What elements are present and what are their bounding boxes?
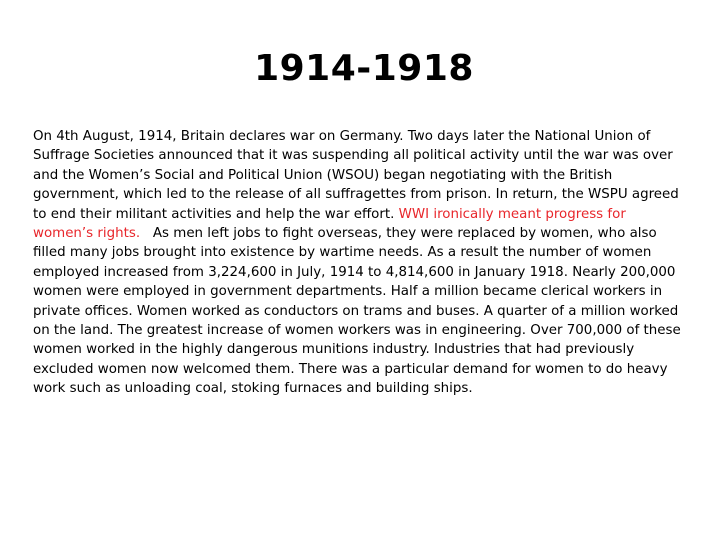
body-text-part-2: As men left jobs to fight overseas, they were replaced by women, who also filled many jobs brought into existence by wartime needs. As a result the number of women employed increased from 3,224,600 in July, 1914 to 4,814,600 in January 1918. Nearly 200,000 women were employed in government departments. Half a million became clerical workers in private offices. Women worked as conductors on trams and buses. A quarter of a million worked on the land. The greatest increase of women workers was in engineering. Over 700,000 of these women worked in the highly dangerous munitions industry. Industries that had previously excluded women now welcomed them. There was a particular demand for women to do heavy work such as unloading coal, stoking furnaces and building ships. [33, 226, 686, 397]
slide-body-text [33, 127, 686, 399]
slide-title: 1914-1918 [254, 48, 474, 89]
highlighted-sentence: WWI ironically meant progress for women’s rights. [33, 206, 631, 242]
body-text-part-1: On 4th August, 1914, Britain declares war on Germany. Two days later the National Union of Suffrage Societies announced that it was suspending all political activity until the war was over and the Women’s Social and Political Union (WSOU) began negotiating with the British government, which led to the release of all suffragettes from prison. In return, the WSPU agreed to end their militant activities and help the war effort. [33, 129, 684, 222]
